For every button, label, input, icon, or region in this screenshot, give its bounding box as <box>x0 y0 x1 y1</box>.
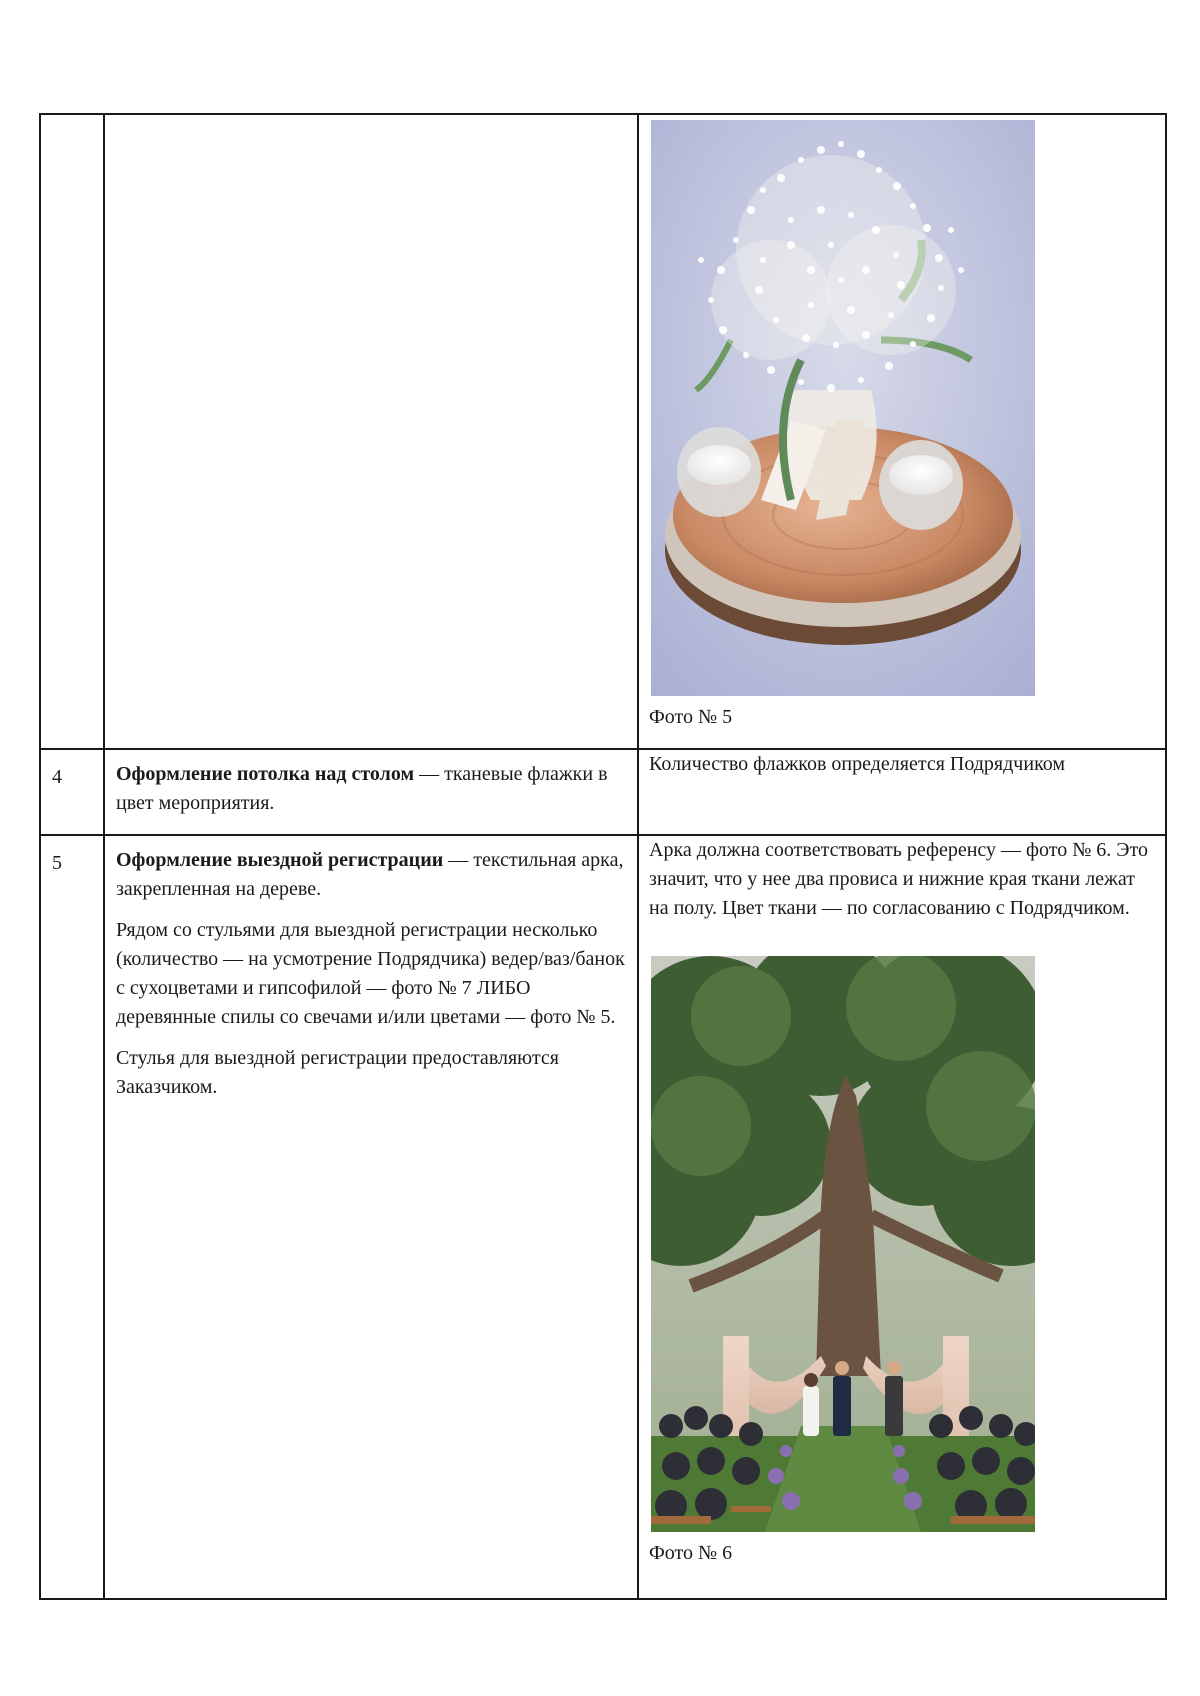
note-text: Арка должна соответствовать референсу — фото № 6. Это значит, что у нее два провиса и нижние края ткани лежат на полу. Цвет ткани — по согласованию с Подрядчиком. <box>649 839 1148 919</box>
row-number-cell <box>40 114 104 749</box>
photo-caption: Фото № 5 <box>649 706 733 728</box>
description-text: — текстильная арка, закрепленная на дереве. <box>116 849 624 900</box>
note-text: Количество флажков определяется Подрядчиком <box>649 753 1066 775</box>
table-row <box>40 835 1166 1599</box>
requirements-table <box>39 113 1167 1600</box>
note-cell <box>638 114 1166 749</box>
table-row <box>40 114 1166 749</box>
row-number: 5 <box>52 852 62 874</box>
tree-ceremony-photo <box>651 956 1035 1532</box>
description-cell <box>104 835 638 1599</box>
table-row <box>40 749 1166 835</box>
row-number-cell <box>40 835 104 1599</box>
row-number <box>41 115 103 127</box>
centerpiece-photo <box>651 120 1035 696</box>
row-number: 4 <box>52 766 62 788</box>
row-number-cell <box>40 749 104 835</box>
description-cell <box>104 114 638 749</box>
photo-caption: Фото № 6 <box>649 1542 733 1564</box>
description-title: Оформление потолка над столом <box>116 763 415 785</box>
description-cell <box>104 749 638 835</box>
note-cell <box>638 835 1166 1599</box>
description-text: — тканевые флажки в цвет мероприятия. <box>116 763 608 814</box>
description-paragraph: Рядом со стульями для выездной регистрации несколько (количество — на усмотрение Подрядчика) ведер/ваз/банок с сухоцветами и гипсофилой — фото № 7 ЛИБО деревянные спилы со свечами и/или цветами — фото № 5. <box>116 919 625 1028</box>
description-title: Оформление выездной регистрации <box>116 849 444 871</box>
description-paragraph: Стулья для выездной регистрации предоставляются Заказчиком. <box>116 1047 559 1098</box>
note-cell <box>638 749 1166 835</box>
